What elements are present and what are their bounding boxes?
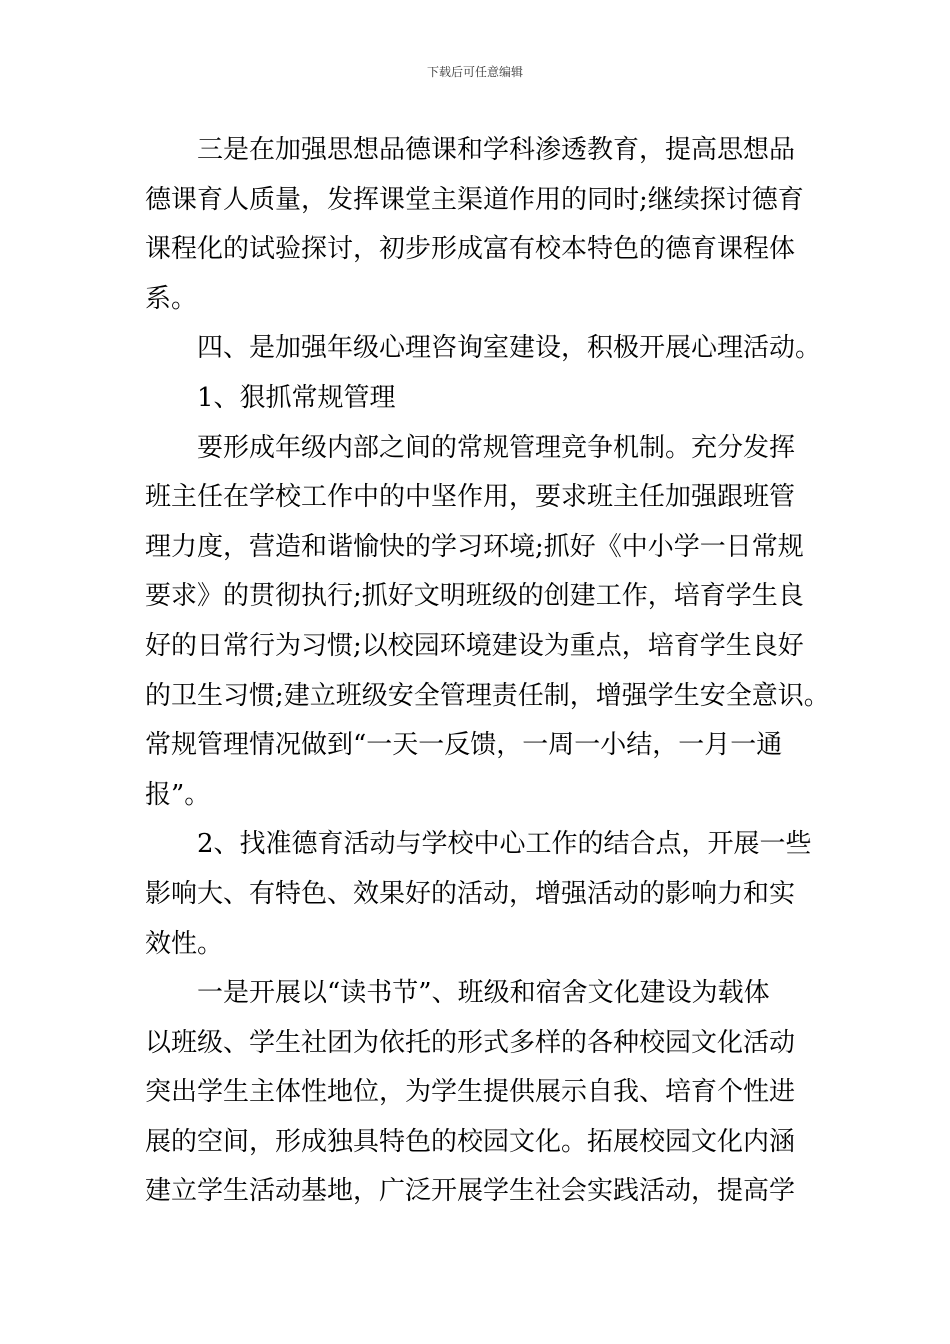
text-line: 2、找准德育活动与学校中心工作的结合点，开展一些: [197, 829, 812, 860]
text-line: 系。: [145, 283, 198, 314]
document-body: [145, 126, 830, 1217]
text-line: 班主任在学校工作中的中坚作用，要求班主任加强跟班管: [145, 482, 796, 513]
text-line: 报”。: [145, 779, 211, 810]
text-line: 要形成年级内部之间的常规管理竞争机制。充分发挥: [197, 432, 796, 463]
text-line: 四、是加强年级心理咨询室建设，积极开展心理活动。: [197, 333, 822, 364]
text-line: 德课育人质量，发挥课堂主渠道作用的同时;继续探讨德育: [145, 184, 804, 215]
page-header: 下载后可任意编辑: [426, 65, 523, 79]
section-heading: 1、狠抓常规管理: [197, 382, 396, 413]
text-line: 理力度，营造和谐愉快的学习环境;抓好《中小学一日常规: [145, 531, 804, 562]
text-line: 课程化的试验探讨，初步形成富有校本特色的德育课程体: [145, 234, 796, 265]
text-line: 好的日常行为习惯;以校园环境建设为重点，培育学生良好: [145, 630, 804, 661]
text-line: 三是在加强思想品德课和学科渗透教育，提高思想品: [197, 135, 796, 165]
text-line: 的卫生习惯;建立班级安全管理责任制，增强学生安全意识。: [145, 680, 830, 711]
text-line: 要求》的贯彻执行;抓好文明班级的创建工作，培育学生良: [145, 581, 804, 612]
text-line: 以班级、学生社团为依托的形式多样的各种校园文化活动: [145, 1027, 796, 1058]
text-line: 常规管理情况做到“一天一反馈，一周一小结，一月一通: [145, 730, 783, 761]
text-line: 一是开展以“读书节”、班级和宿舍文化建设为载体: [197, 978, 770, 1009]
text-line: 建立学生活动基地，广泛开展学生社会实践活动，提高学: [145, 1176, 796, 1207]
text-line: 突出学生主体性地位，为学生提供展示自我、培育个性进: [145, 1077, 796, 1108]
text-line: 影响大、有特色、效果好的活动，增强活动的影响力和实: [145, 878, 796, 909]
text-line: 展的空间，形成独具特色的校园文化。拓展校园文化内涵: [145, 1126, 796, 1157]
text-line: 效性。: [145, 928, 224, 959]
